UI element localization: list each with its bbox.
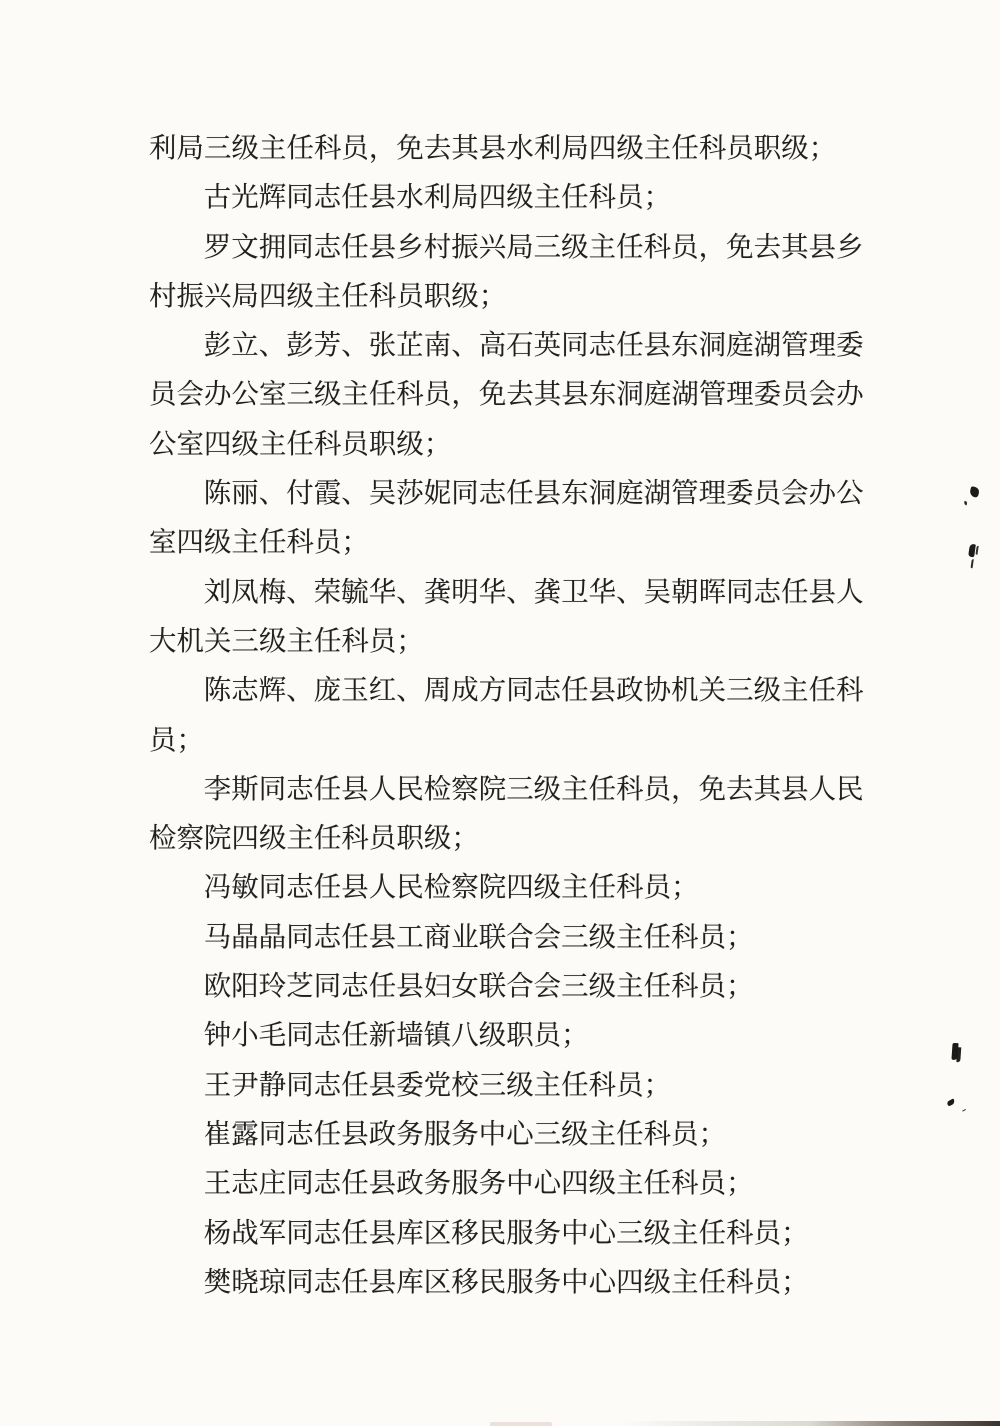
scan-edge-shadow <box>620 1421 1000 1426</box>
scan-smudge <box>490 1422 552 1426</box>
document-line: 樊晓琼同志任县库区移民服务中心四级主任科员； <box>203 1266 809 1297</box>
document-line: 杨战军同志任县库区移民服务中心三级主任科员； <box>203 1217 809 1248</box>
document-line: 公室四级主任科员职级； <box>149 428 452 459</box>
document-line: 村振兴局四级主任科员职级； <box>149 280 507 311</box>
document-line: 大机关三级主任科员； <box>149 625 424 656</box>
document-line: 李斯同志任县人民检察院三级主任科员，免去其县人民 <box>203 773 864 804</box>
document-line: 王志庄同志任县政务服务中心四级主任科员； <box>203 1168 754 1199</box>
document-line: 冯敏同志任县人民检察院四级主任科员； <box>203 872 699 903</box>
ink-speck <box>968 544 976 558</box>
document-line: 钟小毛同志任新墙镇八级职员； <box>203 1020 589 1051</box>
document-line: 利局三级主任科员，免去其县水利局四级主任科员职级； <box>149 133 837 163</box>
document-line: 彭立、彭芳、张芷南、高石英同志任县东洞庭湖管理委 <box>203 330 864 361</box>
document-body-text <box>149 124 889 1307</box>
document-line: 室四级主任科员； <box>149 527 369 558</box>
document-line: 罗文拥同志任县乡村振兴局三级主任科员，免去其县乡 <box>203 231 864 262</box>
document-line: 陈丽、付霞、吴莎妮同志任县东洞庭湖管理委员会办公 <box>203 478 864 509</box>
document-line: 员会办公室三级主任科员，免去其县东洞庭湖管理委员会办 <box>149 379 864 410</box>
document-line: 陈志辉、庞玉红、周成方同志任县政协机关三级主任科 <box>203 675 864 706</box>
ink-speck <box>969 486 980 498</box>
document-line: 崔露同志任县政务服务中心三级主任科员； <box>203 1118 727 1149</box>
document-line: 王尹静同志任县委党校三级主任科员； <box>203 1069 672 1100</box>
ink-speck <box>946 1098 955 1106</box>
document-line: 欧阳玲芝同志任县妇女联合会三级主任科员； <box>203 971 754 1002</box>
document-line: 刘凤梅、荣毓华、龚明华、龚卫华、吴朝晖同志任县人 <box>203 576 864 607</box>
ink-speck <box>951 1043 958 1060</box>
document-line: 检察院四级主任科员职级； <box>149 823 479 854</box>
document-line: 员； <box>149 724 204 755</box>
document-line: 古光辉同志任县水利局四级主任科员； <box>203 182 672 213</box>
document-line: 马晶晶同志任县工商业联合会三级主任科员； <box>203 921 754 952</box>
